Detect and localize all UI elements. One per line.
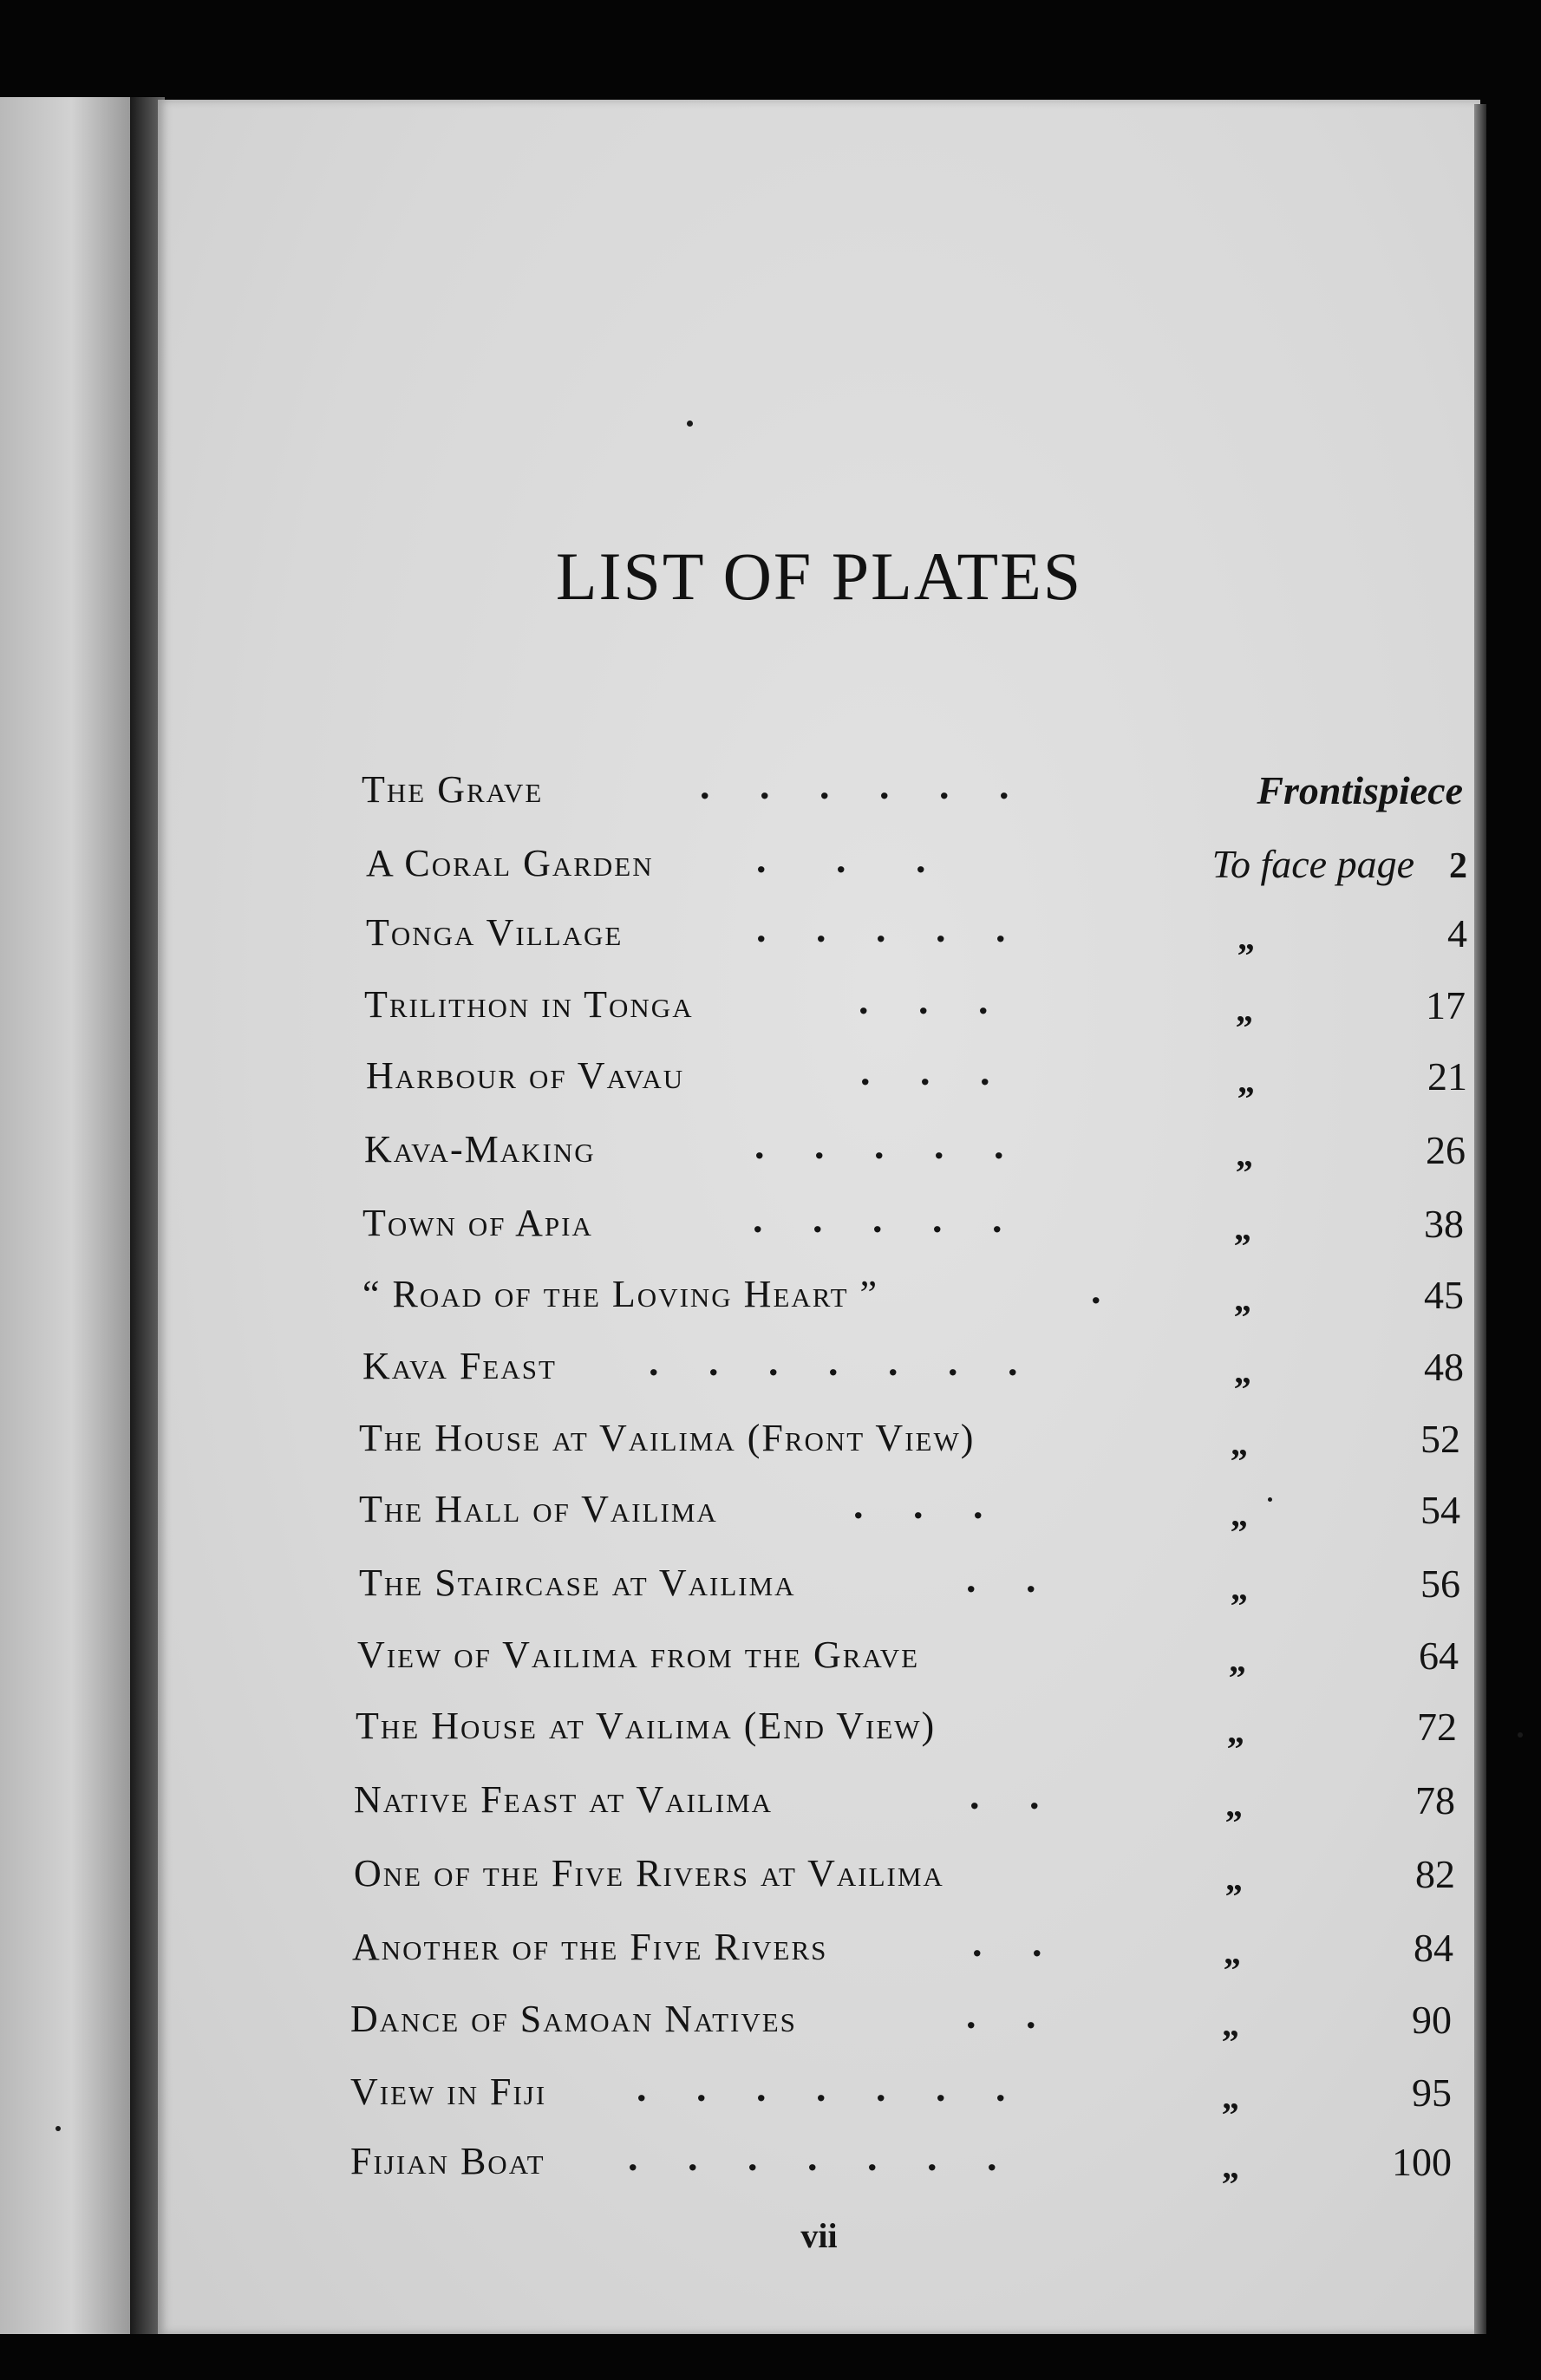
ditto-mark: „: [1222, 2005, 1239, 2044]
plate-entry: [359, 1416, 1478, 1477]
plate-page: 72: [1417, 1705, 1457, 1749]
plate-entry: [366, 1049, 1485, 1114]
plate-page: 84: [1414, 1926, 1453, 1970]
to-face-page-label: To face page: [1211, 842, 1414, 886]
dot-leaders: . . . . .: [753, 1197, 1002, 1241]
plate-entry: [354, 1851, 1472, 1912]
plate-entry: [366, 837, 1485, 902]
plate-title: Trilithon in Tonga: [364, 983, 694, 1026]
ditto-mark: „: [1231, 1495, 1248, 1534]
plate-title: Native Feast at Vailima: [354, 1778, 774, 1821]
plate-title: Dance of Samoan Natives: [350, 1998, 797, 2040]
plate-page: 54: [1420, 1488, 1460, 1532]
plate-page: 95: [1412, 2070, 1452, 2115]
dot-leaders: . . . . . .: [700, 763, 1009, 807]
plate-title: Another of the Five Rivers: [352, 1926, 828, 1968]
ditto-mark: „: [1222, 2147, 1239, 2186]
plate-title: Harbour of Vavau: [366, 1054, 685, 1097]
plate-title: “ Road of the Loving Heart ”: [362, 1273, 879, 1315]
plate-title: Town of Apia: [362, 1202, 593, 1244]
plate-page: 17: [1426, 983, 1466, 1027]
plate-page: 90: [1412, 1998, 1452, 2042]
dot-leaders: . .: [966, 1556, 1036, 1601]
plate-title: One of the Five Rivers at Vailima: [354, 1852, 944, 1894]
plate-title: Kava-Making: [364, 1128, 596, 1170]
dot-leaders: . . . . .: [756, 906, 1006, 950]
dot-leaders: . .: [966, 1992, 1036, 2037]
ditto-mark: „: [1229, 1640, 1246, 1679]
plate-page: 4: [1447, 911, 1467, 955]
plate-page: 56: [1420, 1562, 1460, 1606]
previous-page-edge: [0, 97, 130, 2334]
plate-page: 52: [1420, 1417, 1460, 1461]
dot-leaders: . . . . . . .: [628, 2135, 997, 2179]
plate-page: 21: [1427, 1054, 1467, 1099]
dot-leaders: . . . . . . .: [649, 1340, 1018, 1384]
ditto-mark: „: [1234, 1280, 1251, 1319]
ditto-mark: „: [1234, 1209, 1251, 1248]
plate-entry: [362, 1340, 1481, 1405]
ditto-mark: „: [1236, 1135, 1253, 1174]
ditto-mark: „: [1236, 990, 1253, 1029]
plate-entry: [350, 2065, 1469, 2130]
plate-title: The House at Vailima (End View): [356, 1705, 937, 1747]
paper-speck: [1518, 1732, 1523, 1738]
ditto-mark: „: [1237, 1061, 1255, 1100]
dot-leaders: . . . . .: [754, 1123, 1004, 1167]
paper-speck: [687, 421, 693, 427]
ditto-mark: „: [1231, 1568, 1248, 1607]
plate-title: The Staircase at Vailima: [359, 1562, 796, 1604]
plate-page: Frontispiece: [1257, 768, 1463, 812]
plate-page: 82: [1415, 1852, 1455, 1896]
plate-entry: [357, 1633, 1476, 1693]
plate-entry: [366, 906, 1485, 971]
plate-title: View in Fiji: [350, 2070, 547, 2113]
dot-leaders: . . .: [853, 1483, 983, 1527]
plate-entry: [362, 763, 1480, 828]
plate-entry: [364, 978, 1483, 1043]
plate-page: 100: [1392, 2140, 1452, 2184]
plate-page: 78: [1415, 1778, 1455, 1822]
plate-page: 45: [1424, 1273, 1464, 1317]
plate-page: 26: [1426, 1128, 1466, 1172]
ditto-mark: „: [1222, 2077, 1239, 2116]
plate-entry: [350, 1992, 1469, 2057]
plate-entry: [356, 1704, 1474, 1764]
page-title: LIST OF PLATES: [555, 538, 1083, 614]
dot-leaders: . .: [970, 1773, 1040, 1817]
plate-entry: [359, 1483, 1478, 1548]
page: [158, 100, 1480, 2334]
plate-entry: [364, 1123, 1483, 1188]
plate-title: The Grave: [362, 768, 544, 811]
plate-page-cell: [1103, 841, 1467, 887]
paper-speck: [1268, 1497, 1272, 1502]
ditto-mark: „: [1237, 918, 1255, 957]
page-edge-shadow: [1474, 104, 1486, 2334]
plate-title: Tonga Village: [366, 911, 624, 954]
plate-title: The House at Vailima (Front View): [359, 1417, 976, 1459]
plate-entry: [352, 1920, 1471, 1986]
plate-entry: [354, 1773, 1472, 1838]
ditto-mark: „: [1234, 1352, 1251, 1391]
plate-title: Kava Feast: [362, 1345, 557, 1387]
dot-leaders: . . .: [756, 837, 926, 881]
dot-leaders: .: [1091, 1268, 1101, 1312]
plate-title: A Coral Garden: [366, 842, 654, 884]
plates-list: [158, 100, 1480, 2334]
plate-entry: [362, 1197, 1481, 1262]
dot-leaders: . . .: [860, 1049, 990, 1093]
dot-leaders: . .: [972, 1920, 1042, 1965]
ditto-mark: „: [1225, 1859, 1243, 1898]
paper-speck: [56, 2126, 61, 2131]
plate-entry: [350, 2135, 1469, 2200]
plate-page: 38: [1424, 1202, 1464, 1246]
plate-title: The Hall of Vailima: [359, 1488, 718, 1530]
plate-page: 64: [1419, 1633, 1459, 1678]
page-number: vii: [800, 2216, 838, 2255]
ditto-mark: „: [1231, 1424, 1248, 1463]
dot-leaders: . . .: [859, 978, 989, 1022]
plate-title: Fijian Boat: [350, 2140, 545, 2182]
dot-leaders: . . . . . . .: [637, 2065, 1006, 2109]
ditto-mark: „: [1224, 1933, 1241, 1972]
plate-entry: [359, 1556, 1478, 1621]
plate-title: View of Vailima from the Grave: [357, 1633, 920, 1676]
plate-entry: [362, 1268, 1481, 1333]
plate-page: 48: [1424, 1345, 1464, 1389]
ditto-mark: „: [1227, 1712, 1244, 1751]
ditto-mark: „: [1225, 1785, 1243, 1824]
plate-page: 2: [1449, 846, 1467, 886]
